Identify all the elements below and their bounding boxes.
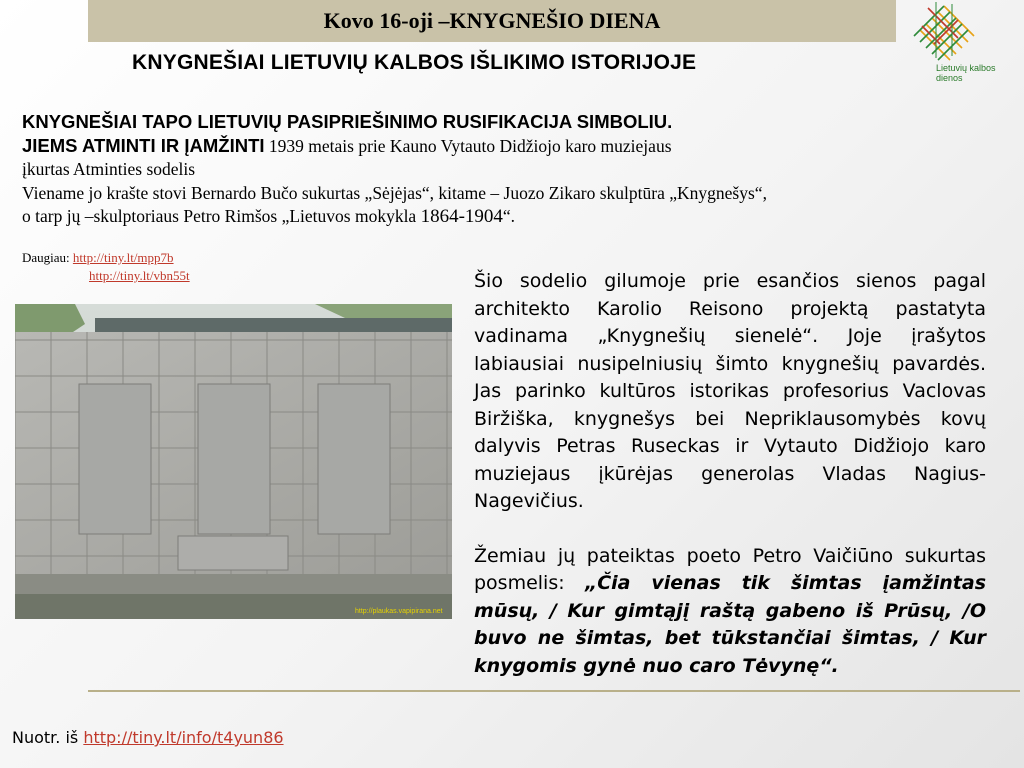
intro-text-2: įkurtas Atminties sodelis [22, 159, 196, 179]
more-link-2[interactable]: http://tiny.lt/vbn55t [89, 268, 190, 283]
sienele-description [474, 268, 986, 680]
credit-label: Nuotr. iš [12, 728, 84, 747]
poem-intro: Žemiau jų pateiktas poeto Petro Vaičiūno sukurtas posmelis: [474, 544, 986, 594]
intro-text-3: Viename jo krašte stovi Bernardo Bučo sukurtas „Sėjėjas“, kitame – Juozo Zikaro skulptūra „Knygnešys“, [22, 182, 767, 203]
memorial-wall-photo [15, 304, 452, 619]
memorial-wall-image [15, 304, 452, 619]
page-subtitle: KNYGNEŠIAI LIETUVIŲ KALBOS IŠLIKIMO ISTORIJOJE [132, 51, 697, 74]
more-link-1[interactable]: http://tiny.lt/mpp7b [72, 250, 174, 265]
intro-heading-1: KNYGNEŠIAI TAPO LIETUVIŲ PASIPRIEŠINIMO RUSIFIKACIJA SIMBOLIU. [22, 111, 673, 132]
intro-text-1: 1939 metais prie Kauno Vytauto Didžiojo karo muziejaus [264, 135, 672, 156]
title-bar [88, 0, 896, 42]
photo-credit [12, 728, 284, 747]
intro-years: 1864-1904 [420, 206, 503, 227]
intro-text-4-end: “. [502, 206, 516, 226]
page-title: Kovo 16-oji –KNYGNEŠIO DIENA [323, 8, 661, 33]
intro-text-4: o tarp jų –skulptoriaus Petro Rimšos „Lietuvos mokykla [22, 206, 421, 226]
photo-watermark: http://plaukas.vapipirana.net [355, 608, 443, 615]
more-label: Daugiau: [22, 250, 73, 265]
right-paragraph-2 [474, 543, 986, 681]
logo-lattice [914, 2, 974, 60]
right-paragraph-1: Šio sodelio gilumoje prie esančios sienos pagal architekto Karolio Reisono projektą pastatyta vadinama „Knygnešių sienelė“. Joje įrašytos labiausiai nusipelniusių šimto knygnešių pavardės. Jas parinko kultūros istorikas profesorius Vaclovas Biržiška, knygnešys bei Nepriklausomybės kovų dalyvis Petras Ruseckas ir Vytauto Didžiojo karo muziejaus įkūrėjas generolas Vladas Nagius- Nagevičius. [474, 270, 986, 512]
more-links [22, 249, 190, 285]
footer-divider [88, 690, 1020, 692]
logo-caption: Lietuvių kalbos dienos [936, 63, 996, 83]
intro-paragraph [22, 110, 1012, 229]
poem-text: „Čia vienas tik šimtas įamžintas mūsų, / Kur gimtąjį raštą gabeno iš Prūsų, /O buvo ne šimtas, bet tūkstančiai šimtas, / Kur knygomis gynė nuo caro Tėvynę“. [474, 572, 987, 677]
credit-link[interactable]: http://tiny.lt/info/t4yun86 [83, 728, 284, 747]
intro-heading-2: JIEMS ATMINTI IR ĮAMŽINTI [22, 134, 265, 156]
